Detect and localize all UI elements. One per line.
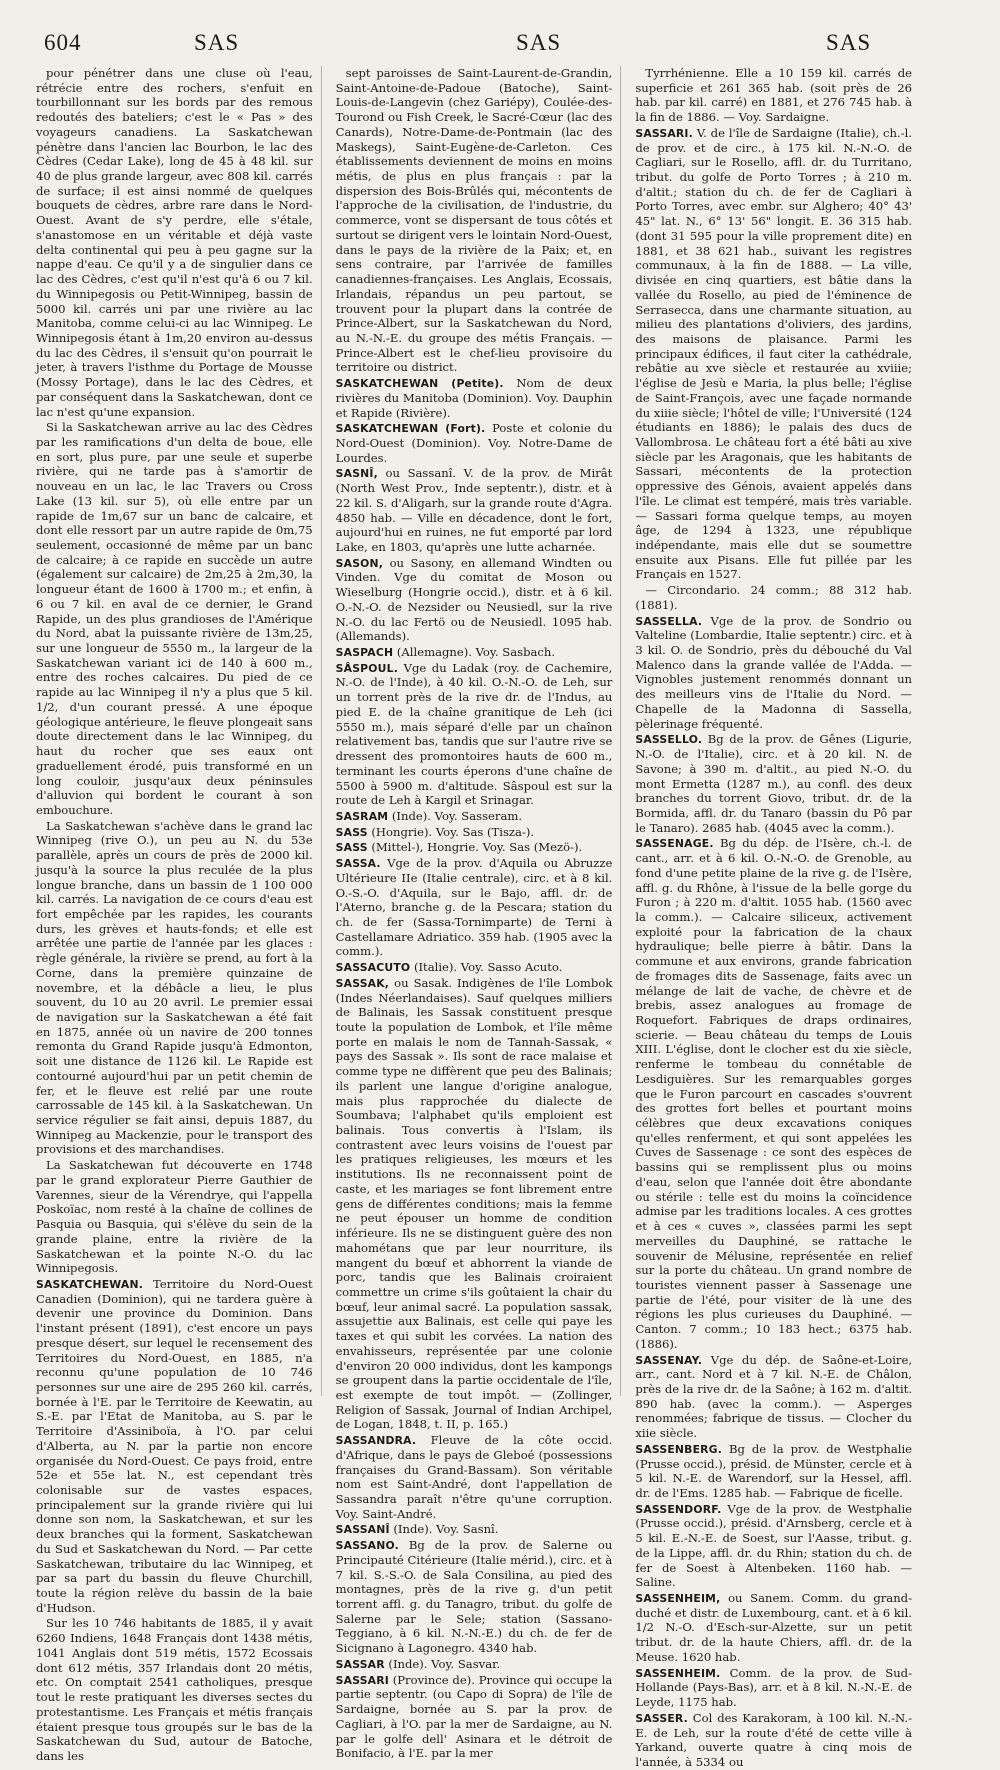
page-header	[36, 30, 912, 60]
entry-headword: SASSARI.	[635, 126, 693, 140]
dictionary-entry	[336, 421, 613, 465]
running-head-left: SAS	[194, 30, 240, 55]
entry-headword: SASS	[335, 841, 368, 855]
entry-headword: SASNÎ,	[335, 467, 378, 481]
dictionary-entry	[336, 661, 613, 808]
entry-text: — Circondario. 24 comm.; 88 312 hab. (1881).	[635, 583, 913, 612]
entry-text: Poste et colonie du Nord-Ouest (Dominion). Voy. Notre-Dame de Lourdes.	[335, 421, 613, 465]
entry-text: Territoire du Nord-Ouest Canadien (Dominion), qui ne tardera guère à devenir une province du Dominion. Dans l'instant présent (1891), c'est encore un pays presque désert, sur lequel le recensement des Territoires du Nord-Ouest, en 1885, n'a reconnu qu'une population de 10 746 personnes sur une aire de 295 260 kil. carrés, bornée à l'E. par le Territoire de Keewatin, au S.-E. par l'Etat de Manitoba, au S. par le Territoire d'Assiniboïa, à l'O. par celui d'Alberta, au N. par la partie non encore organisée du Nord-Ouest. Ce pays froid, entre 52e et 55e lat. N., est cependant très colonisable sur de vastes espaces, principalement sur la grande rivière qui lui donne son nom, la Saskatchewan, et sur les deux branches qui la forment, Saskatchewan du Sud et Saskatchewan du Nord. — Par cette Saskatchewan, tributaire du lac Winnipeg, et par sa part du bassin du fleuve Churchill, toute la région relève du bassin de la baie d'Hudson.	[36, 1276, 313, 1615]
entry-headword: SASKATCHEWAN (Fort).	[335, 422, 486, 436]
entry-text: Bg de la prov. de Westphalie (Prusse occid.), présid. de Münster, cercle et à 5 kil. N.-E. de Warendorf, sur la Hessel, affl. dr. de l'Ems. 1285 hab. — Fabrique de ficelle.	[635, 1441, 913, 1500]
dictionary-entry	[336, 1538, 613, 1656]
entry-text: Fleuve de la côte occid. d'Afrique, dans le pays de Gleboé (possessions françaises du Grand-Bassam). Son véritable nom est Saint-André, dont l'appellation de Sassandra paraît n'être qu'une corruption. Voy. Saint-André.	[335, 1433, 613, 1521]
entry-text: Si la Saskatchewan arrive au lac des Cèdres par les ramifications d'un delta de boue, elle en sort, plus pure, par une seule et superbe rivière, qui ne tarde pas à s'amortir de nouveau en un lac, le lac Travers ou Cross Lake (13 kil. sur 5), où elle entre par un rapide de 1m,67 sur un banc de calcaire, et dont elle ressort par un autre rapide de 0m,75 seulement, occasionné de même par un banc de calcaire; à ce rapide en succède un autre (également sur calcaire) de 2m,25 à 2m,30, la longueur étant de 1600 à 1700 m.; et enfin, à 6 ou 7 kil. en aval de ce dernier, le Grand Rapide, un des plus grandioses de l'Amérique du Nord, abat la puissante rivière de 13m,25, sur une longueur de 5550 m., la largeur de la Saskatchewan variant ici de 140 à 600 m., entre des roches calcaires. Du pied de ce rapide au lac Winnipeg il n'y a plus que 5 kil. 1/2, d'un courant pressé. A une époque géologique antérieure, le fleuve plongeait sans doute directement dans le lac Winnipeg, du haut du rocher que ses eaux ont graduellement érodé, puis transformé en un long couloir, jusqu'aux deux péninsules d'alluvion qui bordent le courant à son embouchure.	[36, 420, 313, 817]
entry-headword: SASSENAGE.	[635, 837, 714, 851]
dictionary-entry	[336, 1673, 613, 1761]
dictionary-entry	[336, 1433, 613, 1521]
entry-headword: SASSARI	[335, 1673, 389, 1687]
entry-text: Col des Karakoram, à 100 kil. N.-N.-E. de Leh, sur la route d'été de cette ville à Yarkand, ouverte quatre à cinq mois de l'année, à 5334 ou	[635, 1710, 913, 1769]
entry-headword: SASSENHEIM.	[635, 1666, 721, 1680]
paragraph	[36, 1616, 313, 1763]
paragraph	[36, 420, 313, 817]
entry-text: (Mittel-), Hongrie. Voy. Sas (Mezö-).	[367, 840, 583, 855]
entry-text: (Hongrie). Voy. Sas (Tisza-).	[367, 824, 535, 839]
entry-headword: SASSANDRA.	[335, 1434, 417, 1448]
entry-text: La Saskatchewan fut découverte en 1748 par le grand explorateur Pierre Gauthier de Varennes, sieur de la Vérendrye, qui l'appella Poskoïac, nom resté à la chaîne de collines de Pasquia ou Basquia, qui s'élève du sein de la grande plaine, entre la rivière de la Saskatchewan et la pointe N.-O. du lac Winnipegosis.	[36, 1158, 313, 1276]
dictionary-entry	[635, 1502, 912, 1590]
entry-headword: SASSENAY.	[635, 1353, 703, 1367]
entry-headword: SASRAM	[335, 809, 389, 823]
dictionary-entry	[635, 732, 912, 835]
entry-headword: SASSENBERG.	[635, 1442, 723, 1456]
entry-headword: SASSENDORF.	[635, 1502, 722, 1516]
column-2	[335, 66, 622, 1761]
entry-text: ou Sasony, en allemand Windten ou Vinden. Vge du comitat de Moson ou Wieselburg (Hongrie occid.), distr. et à 6 kil. O.-N.-O. de Nezsider ou Neusiedl, sur la rive N.-O. du lac Fertö ou de Neusiedl. 1095 hab. (Allemands).	[335, 555, 613, 644]
paragraph	[635, 66, 912, 125]
paragraph	[36, 1158, 313, 1276]
dictionary-entry	[336, 960, 613, 975]
dictionary-entry	[635, 1711, 912, 1770]
running-head-center: SAS	[516, 30, 562, 55]
entry-text: Sur les 10 746 habitants de 1885, il y avait 6260 Indiens, 1648 Français dont 1438 métis, 1041 Anglais dont 519 métis, 1572 Ecossais dont 612 métis, 357 Irlandais dont 20 métis, etc. On comptait 2541 catholiques, presque tout le reste pratiquant les diverses sectes du protestantisme. Les Français et métis français étaient presque tous groupés sur le bas de la Saskatchewan du Sud, autour de Batoche, dans les	[36, 1616, 313, 1763]
entry-text: La Saskatchewan s'achève dans le grand lac Winnipeg (rive O.), un peu au N. du 53e parallèle, après un cours de près de 2000 kil. jusqu'à la source la plus reculée de la plus longue branche, dans un bassin de 1 100 000 kil. carrés. La navigation de ce cours d'eau est fort empêchée par les rapides, les courants durs, les grèves et hauts-fonds; et elle est arrêtée une partie de l'année par les glaces : règle générale, la rivière se prend, au fort à la Corne, dans la première quinzaine de novembre, et la débâcle a lieu, le plus souvent, du 10 au 20 avril. Le premier essai de navigation sur la Saskatchewan a été fait en 1875, année où un navire de 200 tonnes remonta du Grand Rapide jusqu'à Edmonton, soit une distance de 1126 kil. Le Rapide est contourné aujourd'hui par un petit chemin de fer, et le fleuve est relié par une route carrossable de 145 kil. à la Saskatchewan. Un service régulier se fait ainsi, depuis 1887, du Winnipeg au Mackenzie, pour le transport des provisions et des marchandises.	[36, 818, 313, 1157]
entry-text: Bg de la prov. de Gênes (Ligurie, N.-O. de l'Italie), circ. et à 20 kil. N. de Savone; à 390 m. d'altit., au pied N.-O. du mont Ermetta (1287 m.), au confl. des deux branches du torrent Giovo, tribut. dr. de la Bormida, affl. dr. du Tanaro (bassin du Pô par le Tanaro). 2685 hab. (4045 avec la comm.).	[635, 732, 913, 835]
entry-headword: SÂSPOUL.	[335, 661, 399, 675]
dictionary-entry	[635, 126, 912, 582]
entry-headword: SASKATCHEWAN.	[36, 1277, 144, 1291]
entry-headword: SASS	[335, 825, 368, 839]
paragraph	[336, 66, 613, 375]
entry-headword: SASSER.	[635, 1711, 688, 1725]
entry-headword: SASSENHEIM,	[635, 1592, 721, 1606]
entry-headword: SASON,	[335, 556, 384, 570]
entry-text: (Inde). Voy. Sasvar.	[384, 1656, 501, 1671]
dictionary-entry	[635, 614, 912, 732]
entry-text: Tyrrhénienne. Elle a 10 159 kil. carrés de superficie et 261 365 hab. (soit près de 26 hab. par kil. carré) en 1881, et 276 745 hab. à la fin de 1886. — Voy. Sardaigne.	[635, 66, 913, 125]
entry-text: Vge du dép. de Saône-et-Loire, arr., cant. Nord et à 7 kil. N.-E. de Châlon, près de la rive dr. de la Saône; à 162 m. d'altit. 890 hab. (avec la comm.). — Asperges renommées; fabrique de tissus. — Clocher du xiie siècle.	[635, 1352, 913, 1441]
text-columns	[36, 66, 913, 1769]
entry-text: Vge de la prov. d'Aquila ou Abruzze Ultérieure IIe (Italie centrale), circ. et à 8 kil. O.-S.-O. d'Aquila, sur le Bajo, affl. dr. de l'Aterno, branche g. de la Pescara; station du ch. de fer (Sassa-Tornimparte) de Terni à Castellamare Adriatico. 359 hab. (1905 avec la comm.).	[335, 856, 613, 959]
dictionary-entry	[336, 556, 613, 644]
entry-headword: SASSAR	[335, 1657, 385, 1671]
dictionary-entry	[336, 1657, 613, 1672]
dictionary-entry	[336, 976, 613, 1432]
entry-text: sept paroisses de Saint-Laurent-de-Grandin, Saint-Antoine-de-Padoue (Batoche), Saint-Louis-de-Langevin (chez Gariépy), Coulée-des-Tourond ou Fish Creek, le Sacré-Cœur (lac des Canards), Notre-Dame-de-Pontmain (lac des Maskegs), Saint-Eugène-de-Carleton. Ces établissements deviennent de moins en moins métis, de plus en plus français : par la dispersion des Bois-Brûlés qui, mécontents de l'approche de la civilisation, de l'industrie, du commerce, vont se dispersant de tous côtés et surtout se dirigent vers le lointain Nord-Ouest, dans le pays de la rivière de la Paix; et, en sens contraire, par l'arrivée de familles canadiennes-françaises. Les Anglais, Ecossais, Irlandais, répandus un peu partout, se trouvent pour la plupart dans la contrée de Prince-Albert, sur la Saskatchewan du Nord, au N.-N.-E. du groupe des métis Français. — Prince-Albert est le chef-lieu provisoire du territoire ou district.	[335, 66, 613, 375]
entry-headword: SASSAK,	[335, 976, 390, 990]
dictionary-entry	[635, 1666, 912, 1710]
entry-headword: SASSELLA.	[635, 614, 703, 628]
entry-text: ou Sasak. Indigènes de l'île Lombok (Indes Néerlandaises). Sauf quelques milliers de Balinais, les Sassak constituent presque toute la population de Lombok, et l'île même porte en malais le nom de Tannah-Sassak, « pays des Sassak ». Ils sont de race malaise et comme type ne diffèrent que peu des Balinais; ils parlent une langue d'origine analogue, mais plus rapprochée du dialecte de Soumbava; l'alphabet qu'ils emploient est balinais. Tous convertis à l'Islam, ils contrastent avec leurs voisins de l'ouest par les pratiques religieuses, les mœurs et les institutions. Ils ne reconnaissent point de caste, et les mariages se font librement entre gens de différentes conditions; mais la femme ne peut épouser un homme de condition inférieure. Ils ne se distinguent guère des non mahométans que par leur nourriture, ils mangent du bœuf et abhorrent la viande de porc, tandis que les Balinais croiraient commettre un crime s'ils goûtaient la chair du bœuf, leur animal sacré. La population sassak, assujettie aux Balinais, est celle qui paye les taxes et qui subit les corvées. La nation des envahisseurs, représentée par une colonie d'environ 20 000 individus, dont les kampongs se groupent dans la partie occidentale de l'île, est exempte de tout impôt. — (Zollinger, Religion of Sassak, Journal of Indian Archipel, de Logan, 1848, t. II, p. 165.)	[335, 975, 613, 1432]
page-number: 604	[44, 30, 82, 55]
entry-headword: SASSACUTO	[335, 961, 411, 975]
entry-text: Vge de la prov. de Sondrio ou Valteline (Lombardie, Italie septentr.) circ. et à 3 kil. O. de Sondrio, près du débouché du Val Malenco dans la grande vallée de l'Adda. — Vignobles justement renommés donnant un des meilleurs vins de l'Italie du Nord. — Chapelle de la Madonna di Sassella, pèlerinage fréquenté.	[635, 613, 913, 731]
dictionary-entry	[635, 1442, 912, 1501]
entry-text: Bg de la prov. de Salerne ou Principauté Citérieure (Italie mérid.), circ. et à 7 kil. S.-S.-O. de Sala Consilina, au pied des montagnes, près de la rive g. d'un petit torrent affl. g. du Tanagro, tribut. du golfe de Salerne par le Sele; station (Sassano-Teggiano, à 6 kil. N.-N.-E.) du ch. de fer de Sicignano à Lagonegro. 4340 hab.	[335, 1538, 613, 1656]
entry-text: (Province de). Province qui occupe la partie septentr. (ou Capo di Sopra) de l'île de Sardaigne, bornée au S. par la prov. de Cagliari, à l'O. par la mer de Sardaigne, au N. par le golfe dell' Asinara et le détroit de Bonifacio, à l'E. par la mer	[335, 1672, 613, 1761]
entry-headword: SASSANO.	[335, 1539, 399, 1553]
column-3	[635, 66, 913, 1769]
entry-headword: SASSELLO.	[635, 733, 703, 747]
entry-text: Vge de la prov. de Westphalie (Prusse occid.), présid. d'Arnsberg, cercle et à 5 kil. E.-N.-E. de Soest, sur l'Aasse, tribut. g. de la Lippe, affl. dr. du Rhin; station du ch. de fer de Soest à Altenbeken. 1160 hab. — Saline.	[635, 1501, 913, 1590]
dictionary-entry	[336, 645, 613, 660]
column-1	[36, 66, 322, 1763]
entry-text: Vge du Ladak (roy. de Cachemire, N.-O. de l'Inde), à 40 kil. O.-N.-O. de Leh, sur un torrent près de la rive dr. de l'Indus, au pied E. de la chaîne granitique de Leh (ici 5550 m.), mais séparé d'elle par un chaînon relativement bas, tandis que sur l'autre rive se dressent des promontoires hauts de 600 m., terminant les courts éperons d'une chaîne de 5500 à 5900 m. d'altitude. Sâspoul est sur la route de Leh à Kargil et Srinagar.	[335, 660, 613, 808]
entry-text: ou Sassanî. V. de la prov. de Mirât (North West Prov., Inde septentr.), distr. et à 22 kil. S. d'Aligarh, sur la grande route d'Agra. 4850 hab. — Ville en décadence, dont le fort, aujourd'hui en ruines, ne fut emporté par lord Lake, en 1803, qu'après une lutte acharnée.	[335, 466, 613, 554]
entry-text: (Inde). Voy. Sasseram.	[388, 808, 523, 823]
paragraph	[635, 583, 912, 612]
entry-text: Comm. de la prov. de Sud-Hollande (Pays-Bas), arr. et à 8 kil. N.-N.-E. de Leyde, 1175 hab.	[635, 1665, 913, 1710]
dictionary-entry	[635, 1591, 912, 1665]
dictionary-entry	[336, 466, 613, 554]
dictionary-entry	[336, 1522, 613, 1537]
entry-headword: SASKATCHEWAN (Petite).	[335, 377, 504, 391]
entry-headword: SASPACH	[335, 646, 394, 660]
paragraph	[36, 819, 313, 1158]
entry-text: (Inde). Voy. Sasnî.	[389, 1522, 499, 1537]
dictionary-entry	[36, 1277, 313, 1616]
entry-text: (Allemagne). Voy. Sasbach.	[393, 645, 556, 660]
dictionary-entry	[336, 809, 613, 824]
paragraph	[36, 66, 313, 419]
entry-text: Nom de deux rivières du Manitoba (Dominion). Voy. Dauphin et Rapide (Rivière).	[335, 376, 613, 420]
dictionary-entry	[336, 856, 613, 959]
entry-headword: SASSANÎ	[335, 1523, 390, 1537]
entry-headword: SASSA.	[335, 857, 381, 871]
entry-text: ou Sanem. Comm. du grand-duché et distr. de Luxembourg, cant. et à 6 kil. 1/2 N.-O. d'Esch-sur-Alzette, sur un petit tribut. dr. de la haute Chiers, affl. dr. de la Meuse. 1620 hab.	[635, 1591, 913, 1664]
entry-text: Bg du dép. de l'Isère, ch.-l. de cant., arr. et à 6 kil. O.-N.-O. de Grenoble, au fond d'une petite plaine de la rive g. de l'Isère, affl. g. du Rhône, à l'issue de la belle gorge du Furon ; à 220 m. d'altit. 1055 hab. (1560 avec la comm.). — Calcaire siliceux, activement exploité pour la fabrication de la chaux hydraulique; belle pierre à bâtir. Dans la commune et aux environs, grande fabrication de fromages dits de Sassenage, faits avec un mélange de lait de vache, de chèvre et de brebis, assez analogues au fromage de Roquefort. Fabriques de draps ordinaires, scierie. — Beau château du temps de Louis XIII. L'église, dont le clocher est du xie siècle, renferme le tombeau du connétable de Lesdiguières. Sur les remarquables gorges que le Furon parcourt en cascades s'ouvrent des grottes fort belles et pourtant moins célèbres que deux excavations coniques qu'elles renferment, et qui sont appelées les Cuves de Sassenage : ce sont des espèces de bassins qui se remplissent plus ou moins d'eau, selon que l'année doit être abondante ou stérile : telle est du moins la coïncidence admise par les traditions locales. A ces grottes et à ces « cuves », classées parmi les sept merveilles du Dauphiné, se rattache le souvenir de Mélusine, représentée en relief sur la porte du château. Un grand nombre de touristes viennent passer à Sassenage une partie de l'été, pour visiter de là une des régions les plus curieuses du Dauphiné. — Canton. 7 comm.; 10 183 hect.; 6375 hab. (1886).	[635, 836, 913, 1351]
entry-text: V. de l'île de Sardaigne (Italie), ch.-l. de prov. et de circ., à 175 kil. N.-N.-O. de Cagliari, sur le Rosello, affl. dr. du Turritano, tribut. du golfe de Porto Torres ; à 210 m. d'altit.; station du ch. de fer de Cagliari à Porto Torres, avec embr. sur Alghero; 40° 43' 45" lat. N., 6° 13' 56" longit. E. 36 315 hab. (dont 31 595 pour la ville proprement dite) en 1881, et 38 621 hab., suivant les registres communaux, à la fin de 1888. — La ville, divisée en cinq quartiers, est bâtie dans la vallée du Rosello, au pied de l'éminence de Serrasecca, dans une charmante situation, au milieu des plantations d'oliviers, des jardins, des maisons de plaisance. Parmi les principaux édifices, il faut citer la cathédrale, rebâtie au xve siècle et restaurée au xviiie; l'église de Jesù e Maria, la plus belle; l'église de Saint-François, avec une façade normande du xiiie siècle; l'hôtel de ville; l'Université (124 étudiants en 1886); le palais des ducs de Vallombrosa. Le château fort a été bâti au xive siècle par les Aragonais, que les habitants de Sassari, mécontents de la protection oppressive des Génois, avaient appelés dans l'île. Le climat est tempéré, mais très variable. — Sassari forma quelque temps, au moyen âge, de 1294 à 1323, une république indépendante, mais elle dut se soumettre ensuite aux Pisans. Elle fut pillée par les Français en 1527.	[635, 125, 913, 582]
dictionary-entry	[336, 825, 613, 840]
entry-text: (Italie). Voy. Sasso Acuto.	[410, 960, 563, 975]
entry-text: pour pénétrer dans une cluse où l'eau, rétrécie entre des rochers, s'enfuit en tourbillonnant sur les bords par des remous redoutés des bateliers; c'est le « Pas » des voyageurs canadiens. La Saskatchewan pénètre dans l'ancien lac Bourbon, le lac des Cèdres (Cedar Lake), long de 45 à 48 kil. sur 40 de plus grande largeur, avec 808 kil. carrés de surface; il est ainsi nommé de quelques bouquets de cèdres, arbre rare dans le Nord-Ouest. Avant de s'y perdre, elle s'étale, s'anastomose en un véritable et déjà vaste delta continental qui peu à peu gagne sur la nappe d'eau. Ce qu'il y a de singulier dans ce lac des Cèdres, c'est qu'il n'est qu'à 6 ou 7 kil. du Winnipegosis ou Petit-Winnipeg, bassin de 5000 kil. carrés uni par une rivière au lac Manitoba, comme celui-ci au lac Winnipeg. Le Winnipegosis étant à 1m,20 environ au-dessus du lac des Cèdres, il s'ensuit qu'on pourrait le jeter, à travers l'isthme du Portage de Mousse (Mossy Portage), dans le lac des Cèdres, et par conséquent dans la Saskatchewan, dont ce lac n'est qu'une expansion.	[36, 66, 313, 419]
dictionary-entry	[635, 836, 912, 1351]
running-head-right: SAS	[826, 30, 872, 55]
dictionary-entry	[336, 840, 613, 855]
dictionary-entry	[336, 376, 613, 420]
dictionary-entry	[635, 1353, 912, 1441]
